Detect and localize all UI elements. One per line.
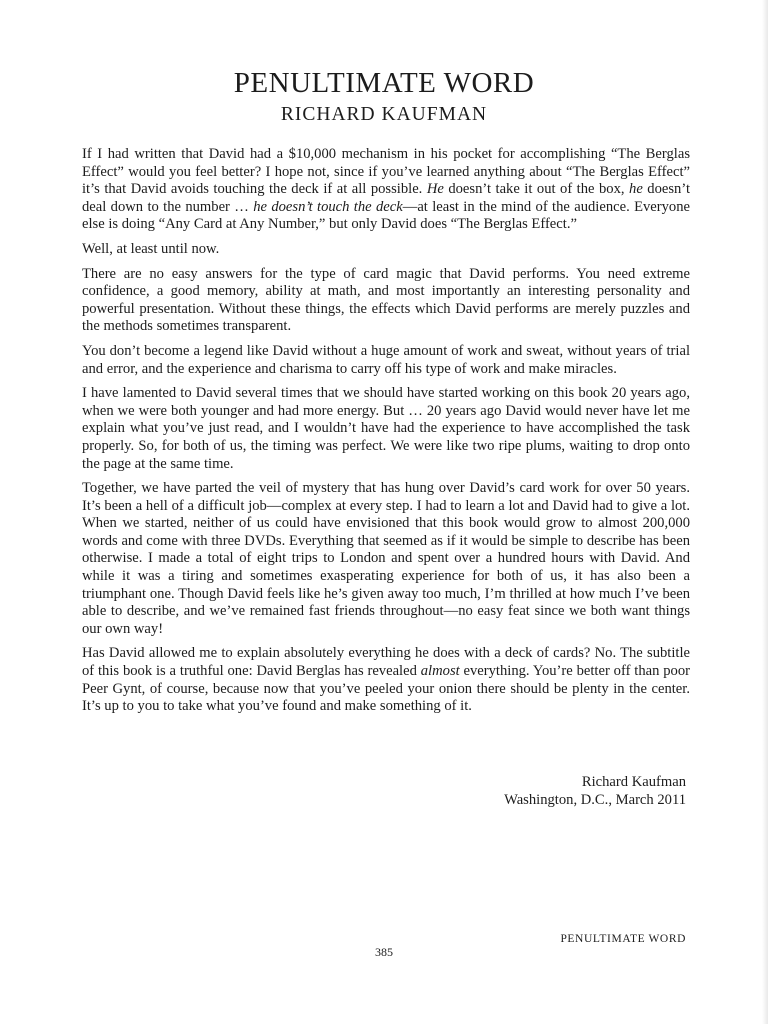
page-title: PENULTIMATE WORD [233,67,535,99]
page-edge-shadow [762,0,768,1024]
paragraph-3: There are no easy answers for the type of card magic that David performs. You need extreme confidence, a good memory, ability at math, and most importantly an interesting personality and powerful presentation. Without these things, the effects which David performs are merely puzzles and the methods sometimes transparent. [82,265,690,335]
signature-place-date: Washington, D.C., March 2011 [504,792,686,808]
paragraph-4: You don’t become a legend like David without a huge amount of work and sweat, without years of trial and error, and the experience and charisma to carry off his type of work and make miracles. [82,342,690,377]
text-run: —at least in the mind of the audience. Everyone else is doing “Any Card at Any Number,” but only David does “The Berglas Effect.” [82,198,690,233]
paragraph-2: Well, at least until now. [82,240,220,257]
text-run: everything. You’re better off than poor Peer Gynt, of course, because now that you’ve peeled your onion there should be plenty in the center. It’s up to you to take what you’ve found and make something of it. [82,663,691,715]
text-run: doesn’t deal down to the number … [82,181,690,215]
paragraph-6: Together, we have parted the veil of mystery that has hung over David’s card work for over 50 years. It’s been a hell of a difficult job—complex at every step. I had to learn a lot and David had to give a lot. When we started, neither of us could have envisioned that this book would grow to almost 200,000 words and come with three DVDs. Everything that seemed as if it would be simple to describe has been otherwise. I made a total of eight trips to London and spent over a hundred hours with David. And while it was a tiring and sometimes exasperating experience for both of us, it has also been a triumphant one. Though David feels like he’s given away too much, I’m thrilled at how much I’ve been able to describe, and we’ve remained fast friends throughout—no easy feat since we both want things our own way! [82,480,690,637]
signature-block [504,773,686,809]
essay-body [82,146,690,723]
text-run: If I had written that David had a $10,000 mechanism in his pocket for accomplishing “The Berglas Effect” would you feel better? I hope not, since if you’ve learned anything about “The Berglas Effect” it’s that David avoids touching the deck if at all possible. [82,146,690,198]
signature-name: Richard Kaufman [581,774,686,790]
italic-run: he [629,181,643,198]
text-run: Has David allowed me to explain absolutely everything he does with a deck of cards? No. The subtitle of this book is a truthful one: David Berglas has revealed [82,645,690,680]
paragraph-5: I have lamented to David several times that we should have started working on this book 20 years ago, when we were both younger and had more energy. But … 20 years ago David would never have let me explain what you’ve just read, and I wouldn’t have had the experience to have accomplished the task properly. So, for both of us, the timing was perfect. We were like two ripe plums, waiting to drop onto the page at the same time. [82,385,690,472]
italic-run: he doesn’t touch the deck [253,198,403,215]
page-number: 385 [375,945,393,959]
running-footer: PENULTIMATE WORD [560,933,686,945]
paragraph-7 [82,645,690,715]
text-run: doesn’t take it out of the box, [443,181,630,198]
author-byline: RICHARD KAUFMAN [280,104,488,125]
italic-run: almost [420,663,460,680]
italic-run: He [426,181,444,198]
paragraph-1 [82,146,690,234]
